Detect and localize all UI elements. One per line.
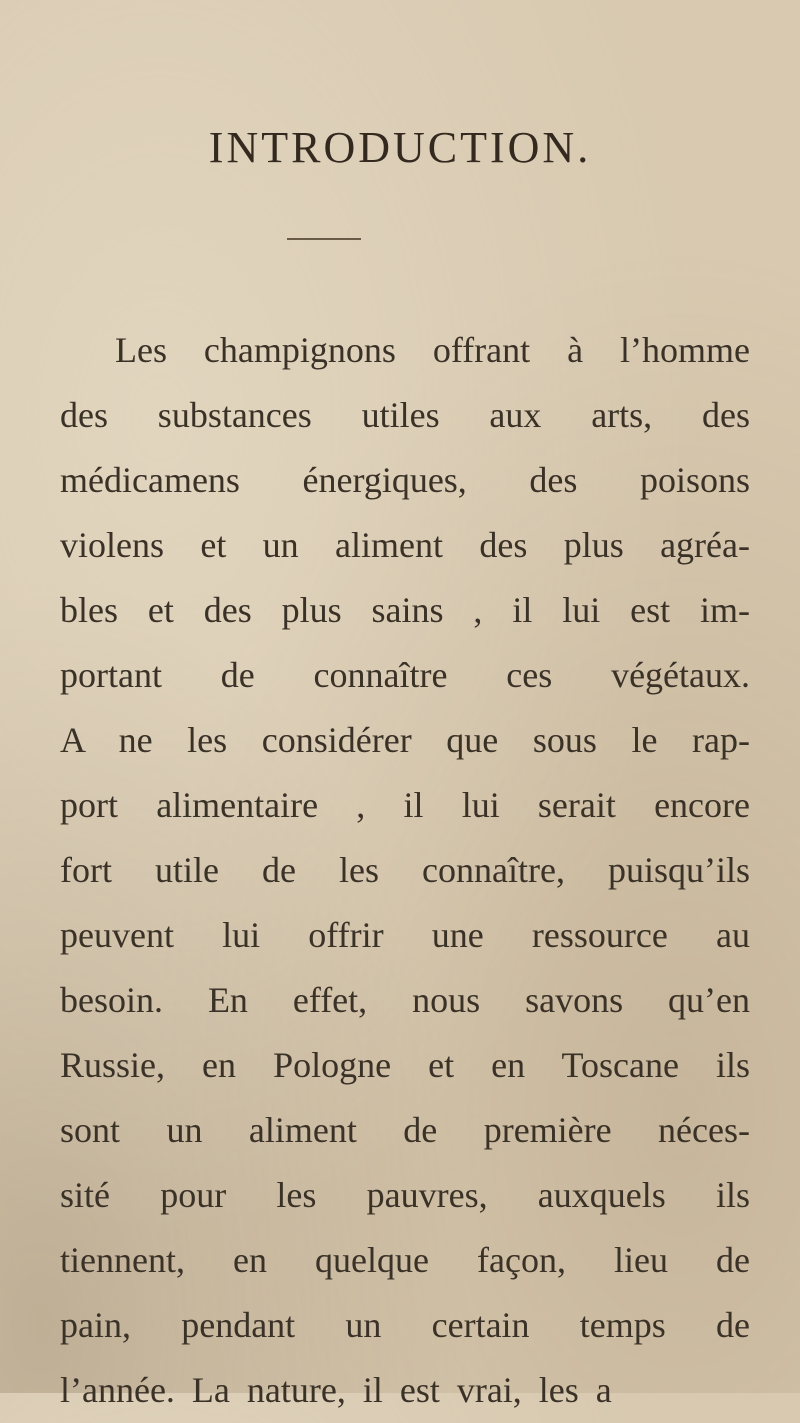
text-line: bles et des plus sains , il lui est im-: [60, 590, 750, 630]
text-line: violens et un aliment des plus agréa-: [60, 525, 750, 565]
text-line: tiennent, en quelque façon, lieu de: [60, 1240, 750, 1280]
text-line: l’année. La nature, il est vrai, les a: [60, 1370, 612, 1410]
body-paragraph: [60, 318, 750, 1423]
text-line: médicamens énergiques, des poisons: [60, 460, 750, 500]
title-divider: [287, 238, 361, 240]
text-line: A ne les considérer que sous le rap-: [60, 720, 750, 760]
text-line: Russie, en Pologne et en Toscane ils: [60, 1045, 750, 1085]
text-line: fort utile de les connaître, puisqu’ils: [60, 850, 750, 890]
text-line: Les champignons offrant à l’homme: [115, 330, 750, 370]
text-line: sont un aliment de première néces-: [60, 1110, 750, 1150]
text-line: des substances utiles aux arts, des: [60, 395, 750, 435]
text-line: portant de connaître ces végétaux.: [60, 655, 750, 695]
text-line: besoin. En effet, nous savons qu’en: [60, 980, 750, 1020]
text-line: sité pour les pauvres, auxquels ils: [60, 1175, 750, 1215]
text-line: pain, pendant un certain temps de: [60, 1305, 750, 1345]
chapter-title: INTRODUCTION.: [208, 123, 592, 172]
text-line: peuvent lui offrir une ressource au: [60, 915, 750, 955]
text-line: port alimentaire , il lui serait encore: [60, 785, 750, 825]
